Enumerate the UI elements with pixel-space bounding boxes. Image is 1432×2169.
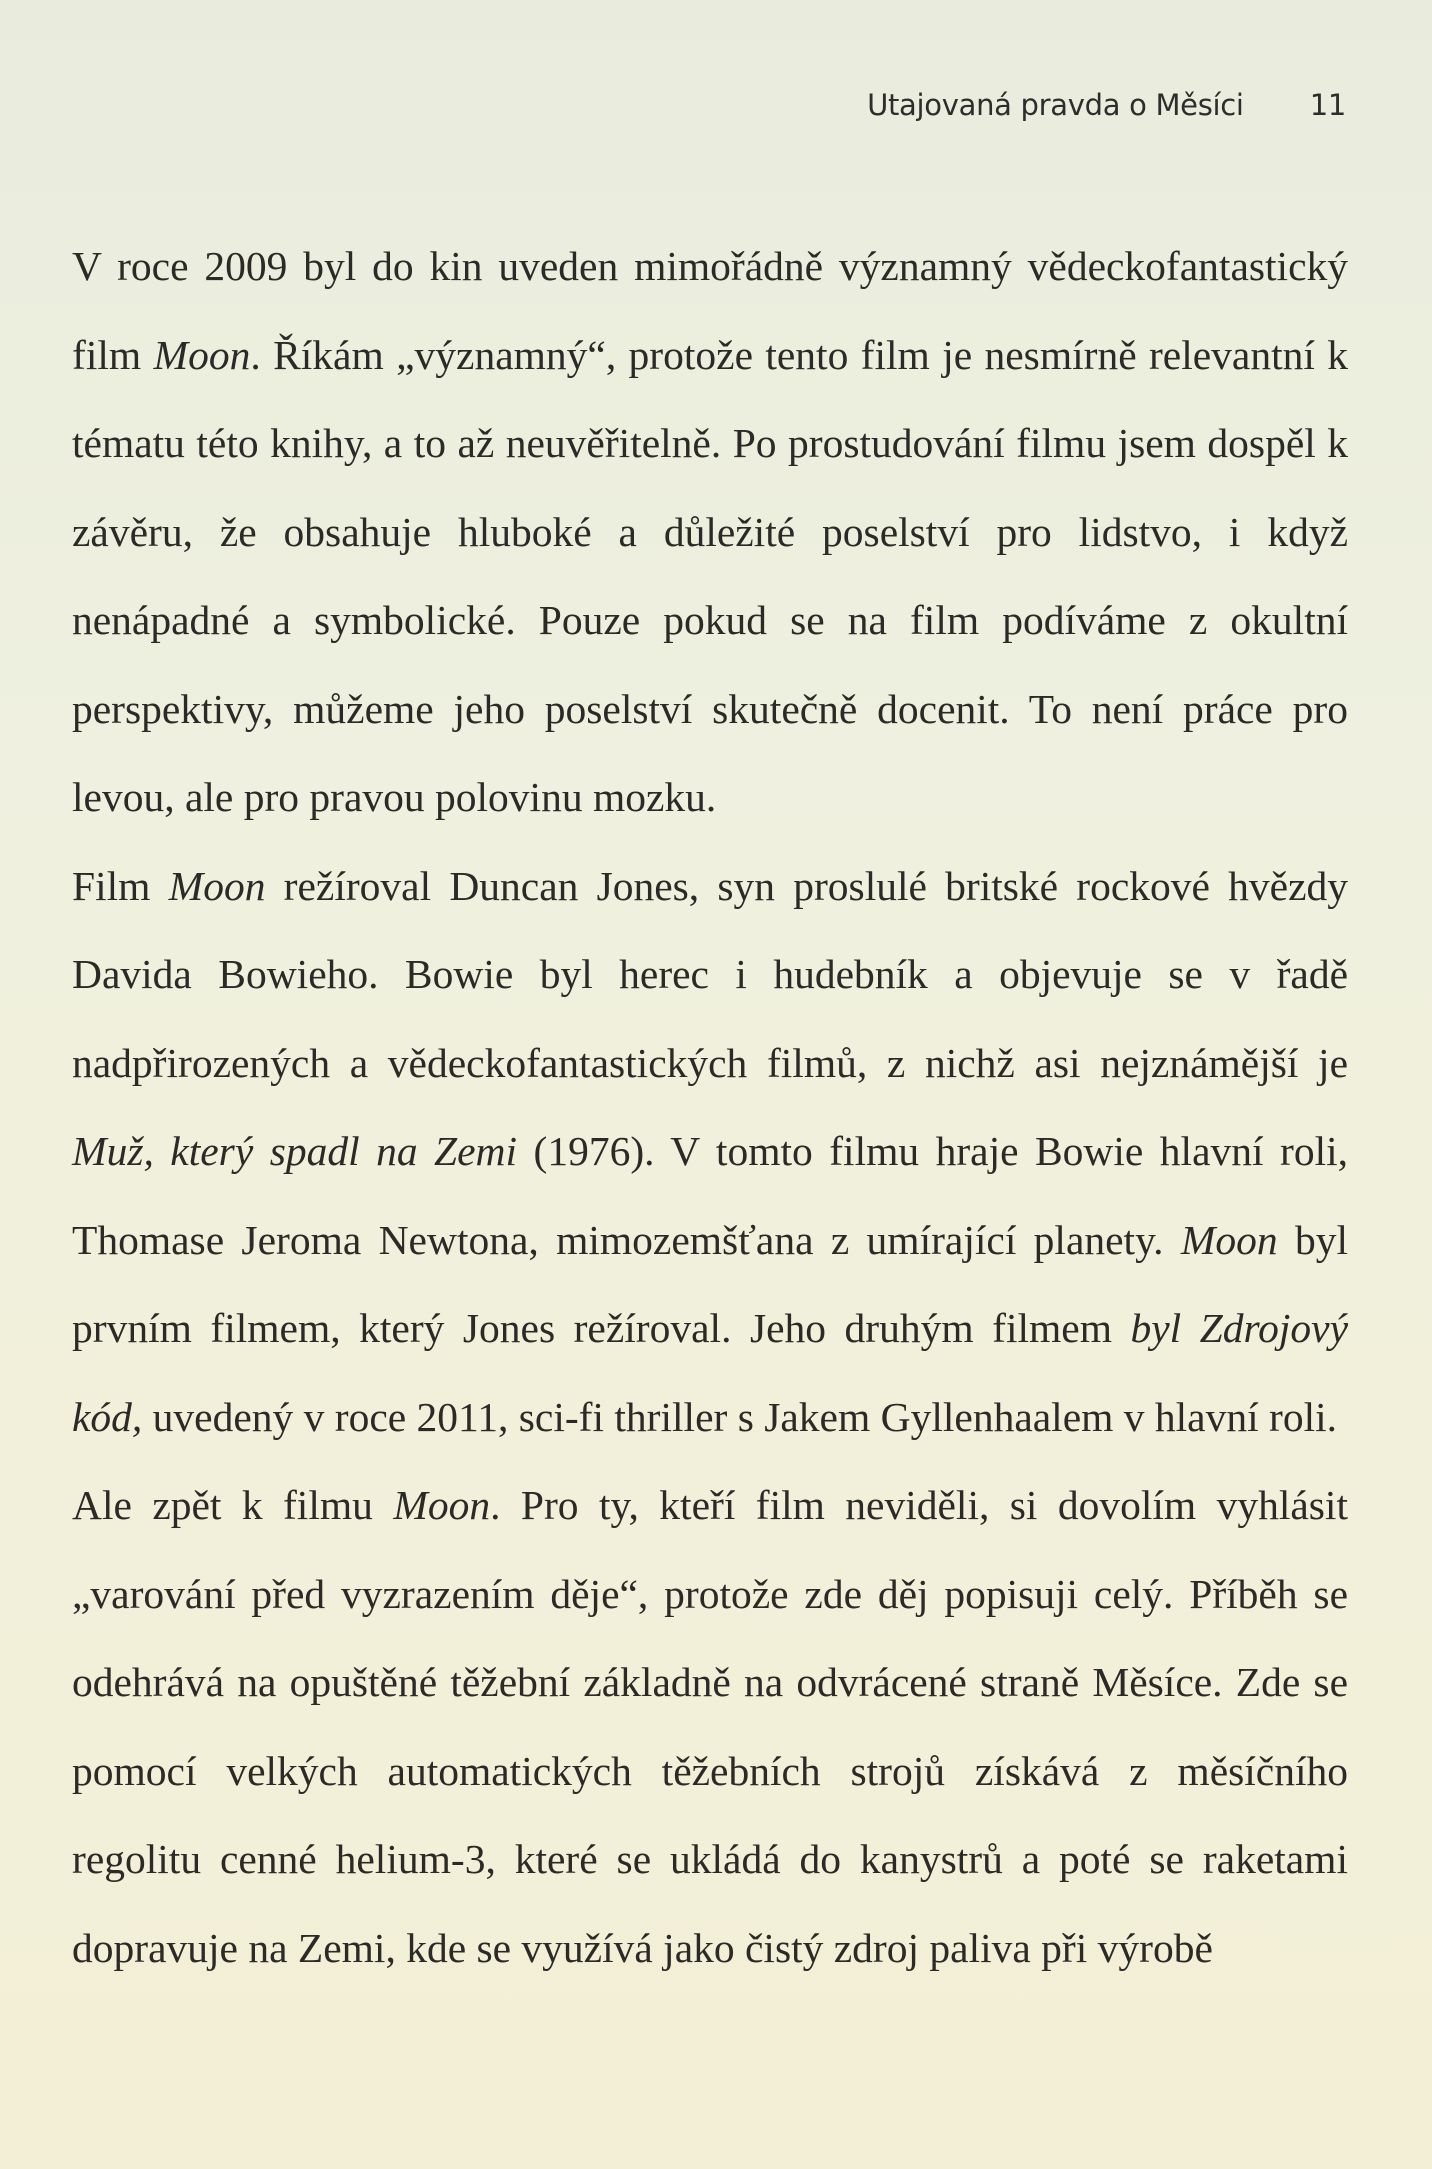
film-title-moon: Moon bbox=[393, 1482, 491, 1528]
film-title-muz-ktery-spadl: Muž, který spadl na Zemi bbox=[72, 1128, 518, 1174]
text-segment: režíroval Duncan Jones, syn proslulé britské rockové hvězdy Davida Bowieho. Bowie byl herec i hudebník a objevuje se v řadě nadpřirozených a vědeckofantastických filmů, z nichž asi nejznámější je bbox=[72, 862, 1348, 1086]
text-segment: . Říkám „významný“, protože tento film je nesmírně relevantní k tématu této knihy, a to až neuvěřitelně. Po prostudování filmu jsem dospěl k závěru, že obsahuje hluboké a důležité poselství pro lidstvo, i když nenápadné a symbolické. Pouze pokud se na film podíváme z okultní perspektivy, můžeme jeho poselství skutečně docenit. To není práce pro levou, ale pro pravou polovinu mozku. bbox=[72, 331, 1349, 820]
paragraph-3 bbox=[72, 1461, 1348, 1992]
running-header bbox=[867, 88, 1346, 122]
page-number: 11 bbox=[1309, 88, 1346, 122]
text-segment: . Pro ty, kteří film neviděli, si dovolím vyhlásit „varování před vyzrazením děje“, protože zde děj popisuji celý. Příběh se odehrává na opuštěné těžební základně na odvrácené straně Měsíce. Zde se pomocí velkých automatických těžebních strojů získává z měsíčního regolitu cenné helium-3, které se ukládá do kanystrů a poté se raketami dopravuje na Zemi, kde se využívá jako čistý zdroj paliva při výrobě bbox=[72, 1482, 1348, 1971]
film-title-moon: Moon bbox=[1180, 1216, 1278, 1263]
text-segment: uvedený v roce 2011, sci-fi thriller s Jakem Gyllenhaalem v hlavní roli. bbox=[142, 1393, 1338, 1440]
film-title-moon: Moon bbox=[153, 331, 251, 378]
film-title-zdrojovy-kod: byl Zdrojový kód, bbox=[72, 1305, 1348, 1440]
running-title: Utajovaná pravda o Měsíci bbox=[867, 88, 1244, 122]
body-text bbox=[72, 222, 1348, 1992]
film-title-moon: Moon bbox=[168, 862, 266, 909]
text-segment: Ale zpět k filmu bbox=[72, 1482, 394, 1528]
text-segment: byl prvním filmem, který Jones režíroval. Jeho druhým filmem bbox=[72, 1216, 1348, 1351]
paragraph-1 bbox=[72, 222, 1348, 842]
text-segment: (1976). V tomto filmu hraje Bowie hlavní roli, Thomase Jeroma Newtona, mimozemšťana z umírající planety. bbox=[72, 1128, 1348, 1263]
text-segment: V roce 2009 byl do kin uveden mimořádně významný vědeckofantastický film bbox=[72, 243, 1348, 378]
paragraph-2 bbox=[72, 842, 1348, 1462]
text-segment: Film bbox=[72, 862, 169, 909]
